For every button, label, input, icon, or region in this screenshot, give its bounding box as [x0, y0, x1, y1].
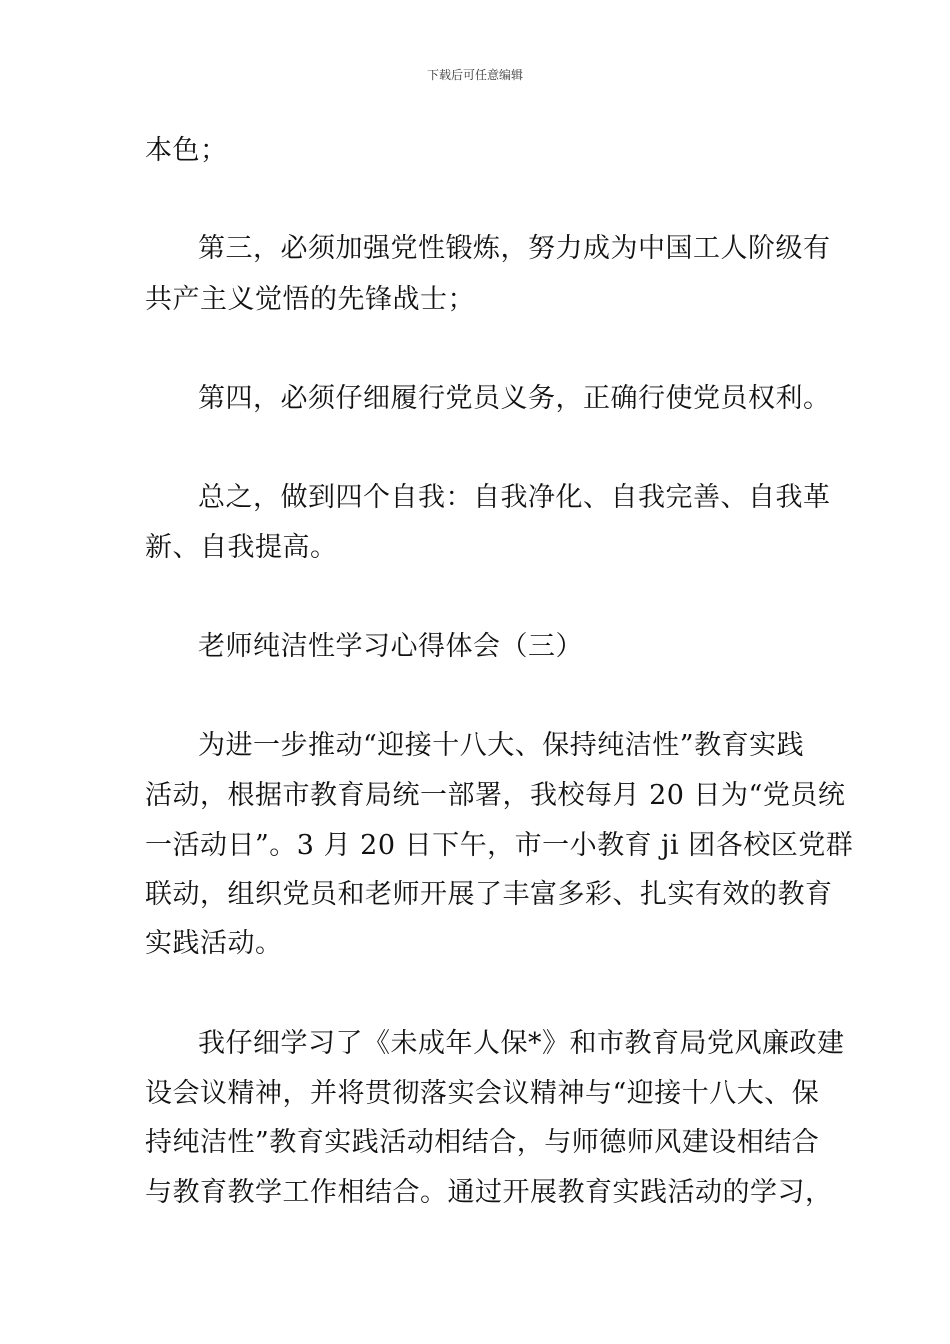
paragraph-line: 我仔细学习了《未成年人保*》和市教育局党风廉政建	[198, 1028, 845, 1059]
paragraph-line: 一活动日”。3 月 20 日下午，市一小教育 ji 团各校区党群	[145, 830, 854, 861]
paragraph-line: 新、自我提高。	[145, 532, 338, 563]
paragraph-line: 实践活动。	[145, 928, 283, 959]
paragraph-line: 总之，做到四个自我：自我净化、自我完善、自我革	[198, 482, 831, 513]
paragraph-line: 设会议精神，并将贯彻落实会议精神与“迎接十八大、保	[145, 1078, 820, 1109]
page-header-note: 下载后可任意编辑	[426, 68, 523, 82]
paragraph-line: 联动，组织党员和老师开展了丰富多彩、扎实有效的教育	[145, 879, 833, 910]
paragraph-line: 为进一步推动“迎接十八大、保持纯洁性”教育实践	[198, 730, 805, 761]
paragraph-line: 与教育教学工作相结合。通过开展教育实践活动的学习，	[145, 1177, 833, 1208]
paragraph-line: 第四，必须仔细履行党员义务，正确行使党员权利。	[198, 383, 831, 414]
paragraph-line: 活动，根据市教育局统一部署，我校每月 20 日为“党员统	[145, 780, 846, 811]
paragraph-line: 持纯洁性”教育实践活动相结合，与师德师风建设相结合	[145, 1127, 820, 1158]
paragraph-line: 共产主义觉悟的先锋战士；	[145, 284, 475, 315]
section-title: 老师纯洁性学习心得体会（三）	[198, 631, 583, 662]
paragraph-line: 第三，必须加强党性锻炼，努力成为中国工人阶级有	[198, 233, 831, 264]
paragraph-line: 本色；	[145, 135, 228, 166]
